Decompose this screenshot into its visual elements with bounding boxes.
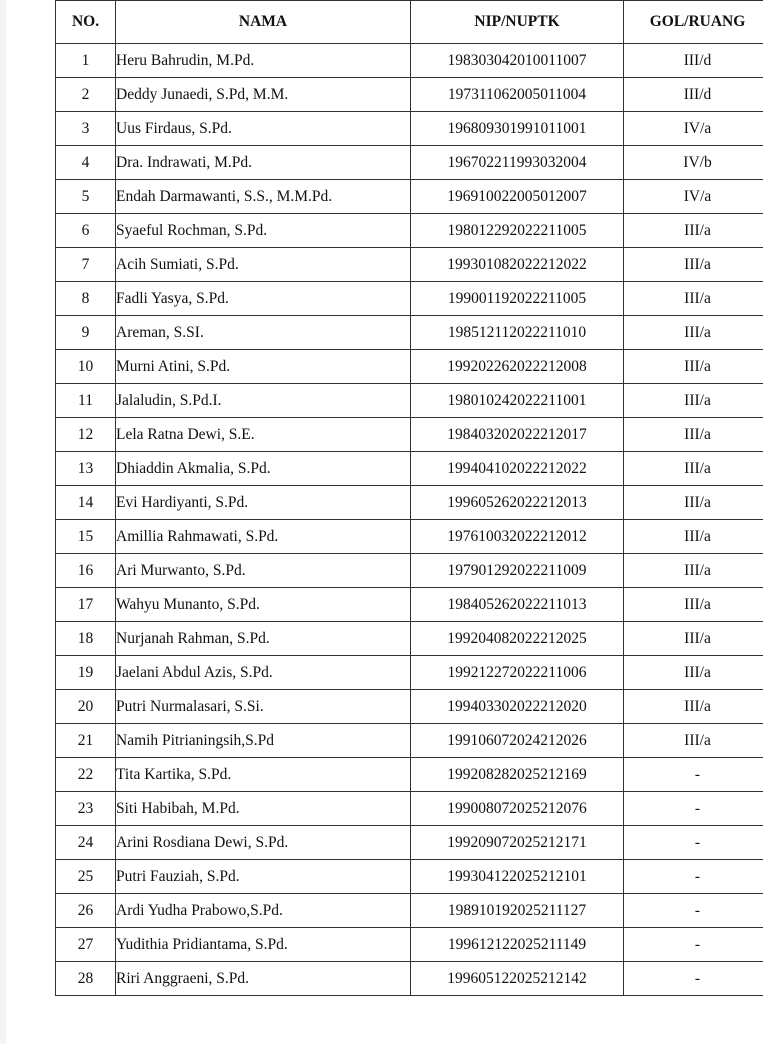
cell-nip: 198512112022211010 bbox=[411, 316, 624, 350]
table-row bbox=[56, 724, 763, 758]
cell-nip: 197610032022212012 bbox=[411, 520, 624, 554]
cell-gol: IV/a bbox=[624, 180, 763, 214]
cell-name: Arini Rosdiana Dewi, S.Pd. bbox=[116, 826, 411, 860]
cell-name: Dhiaddin Akmalia, S.Pd. bbox=[116, 452, 411, 486]
cell-nip: 199106072024212026 bbox=[411, 724, 624, 758]
table-row bbox=[56, 894, 763, 928]
table-row bbox=[56, 180, 763, 214]
cell-no: 8 bbox=[56, 282, 116, 316]
table-row bbox=[56, 826, 763, 860]
table-row bbox=[56, 860, 763, 894]
cell-no: 21 bbox=[56, 724, 116, 758]
cell-gol: III/d bbox=[624, 78, 763, 112]
cell-name: Riri Anggraeni, S.Pd. bbox=[116, 962, 411, 996]
cell-no: 13 bbox=[56, 452, 116, 486]
cell-name: Uus Firdaus, S.Pd. bbox=[116, 112, 411, 146]
table-row bbox=[56, 44, 763, 78]
table-row bbox=[56, 656, 763, 690]
table-row bbox=[56, 554, 763, 588]
cell-no: 10 bbox=[56, 350, 116, 384]
cell-no: 12 bbox=[56, 418, 116, 452]
cell-nip: 199304122025212101 bbox=[411, 860, 624, 894]
cell-no: 9 bbox=[56, 316, 116, 350]
table-row bbox=[56, 962, 763, 996]
table-row bbox=[56, 282, 763, 316]
cell-nip: 199404102022212022 bbox=[411, 452, 624, 486]
cell-gol: - bbox=[624, 962, 763, 996]
cell-name: Dra. Indrawati, M.Pd. bbox=[116, 146, 411, 180]
cell-nip: 199605122025212142 bbox=[411, 962, 624, 996]
cell-name: Jalaludin, S.Pd.I. bbox=[116, 384, 411, 418]
cell-gol: - bbox=[624, 928, 763, 962]
cell-gol: III/a bbox=[624, 350, 763, 384]
cell-nip: 196910022005012007 bbox=[411, 180, 624, 214]
table-row bbox=[56, 520, 763, 554]
cell-gol: III/a bbox=[624, 690, 763, 724]
cell-name: Evi Hardiyanti, S.Pd. bbox=[116, 486, 411, 520]
cell-nip: 199212272022211006 bbox=[411, 656, 624, 690]
cell-gol: III/a bbox=[624, 384, 763, 418]
cell-nip: 199001192022211005 bbox=[411, 282, 624, 316]
cell-nip: 196809301991011001 bbox=[411, 112, 624, 146]
cell-gol: III/a bbox=[624, 282, 763, 316]
cell-nip: 198910192025211127 bbox=[411, 894, 624, 928]
cell-name: Fadli Yasya, S.Pd. bbox=[116, 282, 411, 316]
cell-name: Siti Habibah, M.Pd. bbox=[116, 792, 411, 826]
cell-no: 22 bbox=[56, 758, 116, 792]
cell-name: Namih Pitrianingsih,S.Pd bbox=[116, 724, 411, 758]
cell-no: 5 bbox=[56, 180, 116, 214]
cell-no: 27 bbox=[56, 928, 116, 962]
cell-no: 15 bbox=[56, 520, 116, 554]
cell-no: 26 bbox=[56, 894, 116, 928]
table-row bbox=[56, 78, 763, 112]
cell-gol: - bbox=[624, 894, 763, 928]
cell-nip: 197311062005011004 bbox=[411, 78, 624, 112]
table-header-row bbox=[56, 1, 763, 44]
cell-nip: 197901292022211009 bbox=[411, 554, 624, 588]
header-name: NAMA bbox=[116, 1, 411, 44]
cell-nip: 199208282025212169 bbox=[411, 758, 624, 792]
cell-name: Yudithia Pridiantama, S.Pd. bbox=[116, 928, 411, 962]
cell-nip: 199202262022212008 bbox=[411, 350, 624, 384]
cell-gol: III/a bbox=[624, 520, 763, 554]
cell-gol: III/a bbox=[624, 452, 763, 486]
cell-name: Deddy Junaedi, S.Pd, M.M. bbox=[116, 78, 411, 112]
cell-nip: 199612122025211149 bbox=[411, 928, 624, 962]
table-row bbox=[56, 758, 763, 792]
table-row bbox=[56, 112, 763, 146]
cell-no: 1 bbox=[56, 44, 116, 78]
cell-name: Ardi Yudha Prabowo,S.Pd. bbox=[116, 894, 411, 928]
table-row bbox=[56, 248, 763, 282]
cell-nip: 199403302022212020 bbox=[411, 690, 624, 724]
cell-name: Acih Sumiati, S.Pd. bbox=[116, 248, 411, 282]
cell-name: Amillia Rahmawati, S.Pd. bbox=[116, 520, 411, 554]
cell-gol: III/a bbox=[624, 622, 763, 656]
cell-nip: 198303042010011007 bbox=[411, 44, 624, 78]
cell-name: Heru Bahrudin, M.Pd. bbox=[116, 44, 411, 78]
cell-nip: 199605262022212013 bbox=[411, 486, 624, 520]
cell-name: Tita Kartika, S.Pd. bbox=[116, 758, 411, 792]
cell-gol: - bbox=[624, 826, 763, 860]
cell-no: 16 bbox=[56, 554, 116, 588]
cell-gol: IV/b bbox=[624, 146, 763, 180]
cell-no: 24 bbox=[56, 826, 116, 860]
cell-no: 19 bbox=[56, 656, 116, 690]
header-no: NO. bbox=[56, 1, 116, 44]
table-row bbox=[56, 928, 763, 962]
cell-gol: III/a bbox=[624, 588, 763, 622]
cell-nip: 199301082022212022 bbox=[411, 248, 624, 282]
cell-no: 17 bbox=[56, 588, 116, 622]
cell-no: 25 bbox=[56, 860, 116, 894]
table-row bbox=[56, 792, 763, 826]
cell-nip: 199209072025212171 bbox=[411, 826, 624, 860]
cell-no: 3 bbox=[56, 112, 116, 146]
table-row bbox=[56, 418, 763, 452]
cell-gol: IV/a bbox=[624, 112, 763, 146]
cell-nip: 198010242022211001 bbox=[411, 384, 624, 418]
table-row bbox=[56, 622, 763, 656]
cell-nip: 199008072025212076 bbox=[411, 792, 624, 826]
cell-gol: - bbox=[624, 758, 763, 792]
header-gol: GOL/RUANG bbox=[624, 1, 763, 44]
cell-gol: III/a bbox=[624, 656, 763, 690]
cell-gol: III/a bbox=[624, 724, 763, 758]
staff-table bbox=[55, 0, 763, 996]
cell-no: 28 bbox=[56, 962, 116, 996]
cell-nip: 198012292022211005 bbox=[411, 214, 624, 248]
cell-name: Nurjanah Rahman, S.Pd. bbox=[116, 622, 411, 656]
cell-nip: 198405262022211013 bbox=[411, 588, 624, 622]
cell-no: 14 bbox=[56, 486, 116, 520]
table-row bbox=[56, 350, 763, 384]
cell-name: Syaeful Rochman, S.Pd. bbox=[116, 214, 411, 248]
cell-name: Endah Darmawanti, S.S., M.M.Pd. bbox=[116, 180, 411, 214]
cell-no: 23 bbox=[56, 792, 116, 826]
cell-name: Ari Murwanto, S.Pd. bbox=[116, 554, 411, 588]
table-row bbox=[56, 588, 763, 622]
cell-nip: 196702211993032004 bbox=[411, 146, 624, 180]
table-row bbox=[56, 214, 763, 248]
cell-name: Lela Ratna Dewi, S.E. bbox=[116, 418, 411, 452]
cell-name: Murni Atini, S.Pd. bbox=[116, 350, 411, 384]
cell-name: Jaelani Abdul Azis, S.Pd. bbox=[116, 656, 411, 690]
cell-gol: III/a bbox=[624, 316, 763, 350]
header-nip: NIP/NUPTK bbox=[411, 1, 624, 44]
cell-nip: 198403202022212017 bbox=[411, 418, 624, 452]
cell-no: 7 bbox=[56, 248, 116, 282]
cell-gol: III/a bbox=[624, 214, 763, 248]
cell-gol: III/a bbox=[624, 554, 763, 588]
cell-no: 6 bbox=[56, 214, 116, 248]
cell-name: Putri Fauziah, S.Pd. bbox=[116, 860, 411, 894]
table-row bbox=[56, 452, 763, 486]
cell-name: Wahyu Munanto, S.Pd. bbox=[116, 588, 411, 622]
table-row bbox=[56, 690, 763, 724]
cell-name: Putri Nurmalasari, S.Si. bbox=[116, 690, 411, 724]
table-row bbox=[56, 384, 763, 418]
cell-name: Areman, S.SI. bbox=[116, 316, 411, 350]
cell-no: 2 bbox=[56, 78, 116, 112]
cell-no: 11 bbox=[56, 384, 116, 418]
table-body bbox=[56, 44, 763, 996]
cell-gol: III/d bbox=[624, 44, 763, 78]
table-row bbox=[56, 486, 763, 520]
cell-gol: - bbox=[624, 792, 763, 826]
cell-gol: III/a bbox=[624, 248, 763, 282]
cell-gol: III/a bbox=[624, 486, 763, 520]
cell-nip: 199204082022212025 bbox=[411, 622, 624, 656]
cell-no: 18 bbox=[56, 622, 116, 656]
cell-no: 20 bbox=[56, 690, 116, 724]
cell-gol: - bbox=[624, 860, 763, 894]
table-row bbox=[56, 316, 763, 350]
cell-gol: III/a bbox=[624, 418, 763, 452]
table-row bbox=[56, 146, 763, 180]
cell-no: 4 bbox=[56, 146, 116, 180]
